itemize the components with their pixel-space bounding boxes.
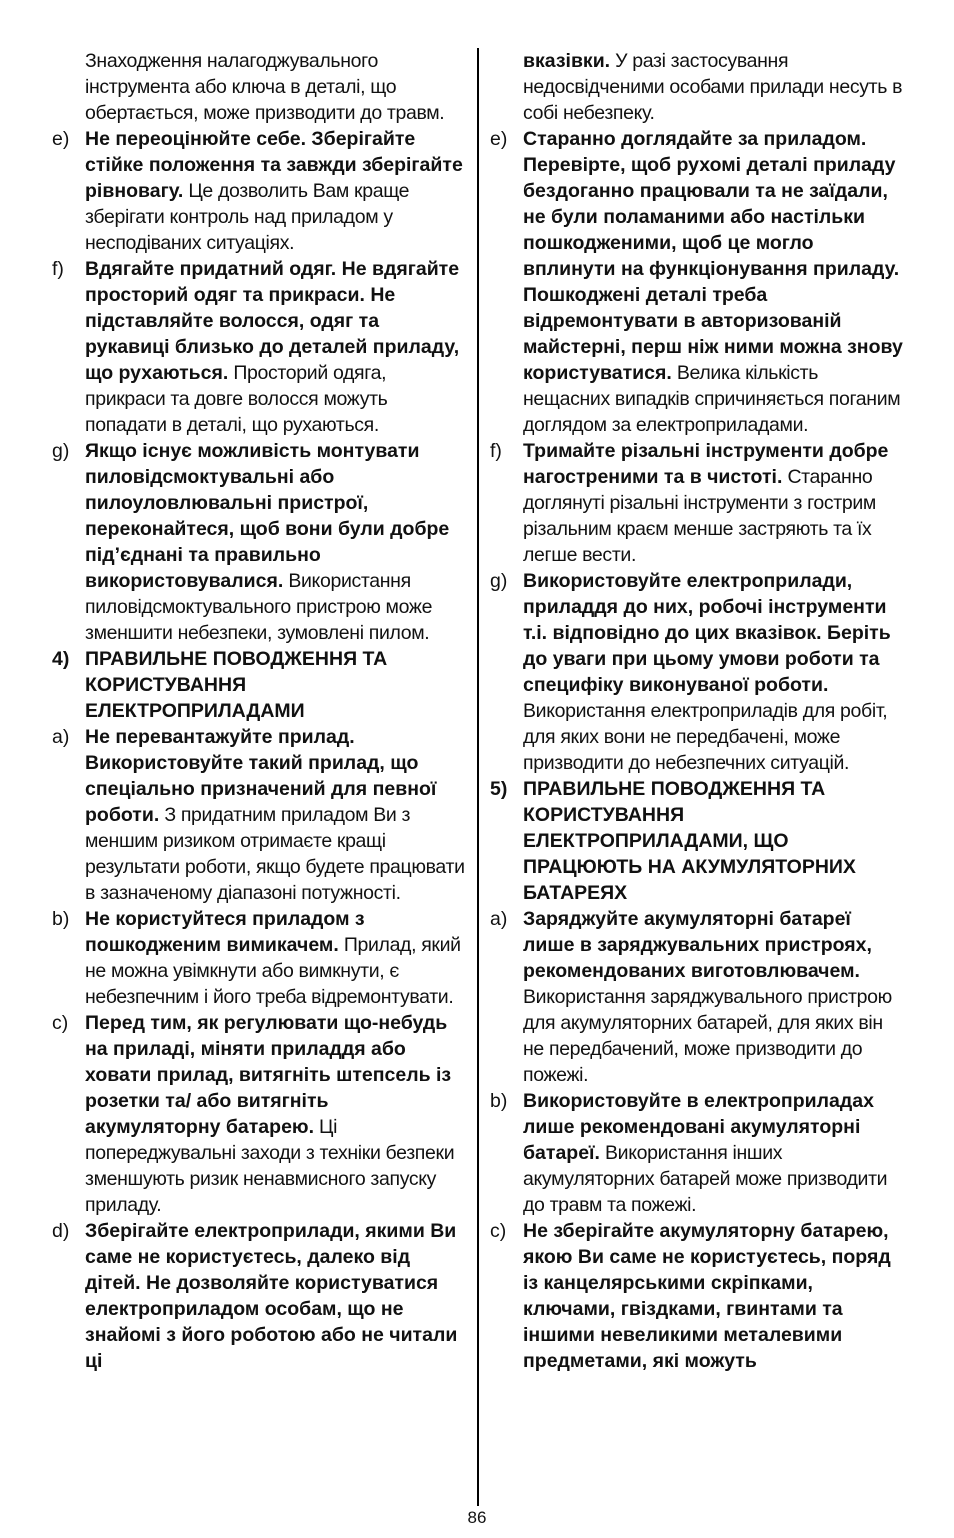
item-bold-text: Перед тим, як регулювати що-небудь на приладі, міняти приладдя або ховати прилад, витягніть штепсель із розетки та/ або витягніть акумуляторну батарею. xyxy=(85,1012,452,1138)
section-title: ПРАВИЛЬНЕ ПОВОДЖЕННЯ ТА КОРИСТУВАННЯ ЕЛЕКТРОПРИЛАДАМИ xyxy=(85,648,388,722)
item-label: c) xyxy=(490,1220,507,1242)
list-item xyxy=(52,1010,466,1218)
item-label: a) xyxy=(490,908,508,930)
item-bold-text: Тримайте різальні інструменти добре нагостреними та в чистоті. xyxy=(523,440,889,488)
list-item xyxy=(52,724,466,906)
left-column xyxy=(52,48,466,1374)
list-item xyxy=(490,906,904,1088)
continued-paragraph: Знаходження налагоджувального інструмента або ключа в деталі, що обертається, може призводити до травм. xyxy=(85,50,445,124)
item-text: Велика кількість нещасних випадків спричиняється поганим доглядом за електроприладами. xyxy=(523,362,901,436)
item-bold-text: Використовуйте електроприлади, приладдя до них, робочі інструменти т.і. відповідно до цих вказівок. Беріть до уваги при цьому умови роботи та специфіку виконуваної роботи. xyxy=(523,570,891,696)
item-bold-text: Не перевантажуйте прилад. Використовуйте такий прилад, що спеціально призначений для певної роботи. xyxy=(85,726,437,826)
item-bold-text: Старанно доглядайте за приладом. Перевірте, щоб рухомі деталі приладу бездоганно працювали та не заїдали, не були поламаними або настільки пошкодженими, щоб це могло вплинути на функціонування приладу. Пошкоджені деталі треба відремонтувати в авторизованій майстерні, перш ніж ними можна знову користуватися. xyxy=(523,128,903,384)
section-heading xyxy=(490,776,904,906)
item-bold-text: Зберігайте електроприлади, якими Ви саме не користуєтесь, далеко від дітей. Не дозволяйте користуватися електроприладом особам, що не знайомі з його роботою або не читали ці xyxy=(85,1220,458,1372)
item-label: c) xyxy=(52,1012,69,1034)
item-text: Використання пиловідсмоктувального пристрою може зменшити небезпеки, зумовлені пилом. xyxy=(85,570,433,644)
item-label: b) xyxy=(52,908,70,930)
item-bold-text: Не зберігайте акумуляторну батарею, якою Ви саме не користуєтесь, поряд із канцелярськими скріпками, ключами, гвіздками, гвинтами та іншими невеликими металевими предметами, які можуть xyxy=(523,1220,891,1372)
continued-bold-text: вказівки. xyxy=(523,50,611,72)
item-label: b) xyxy=(490,1090,508,1112)
item-label: g) xyxy=(52,440,70,462)
item-bold-text: Не переоцінюйте себе. Зберігайте стійке положення та завжди зберігайте рівновагу. xyxy=(85,128,463,202)
item-label: a) xyxy=(52,726,70,748)
item-label: f) xyxy=(52,258,64,280)
list-item xyxy=(52,1218,466,1374)
item-text: Ці попереджувальні заходи з техніки безпеки зменшують ризик ненавмисного запуску приладу. xyxy=(85,1116,455,1216)
column-divider xyxy=(477,48,479,1506)
item-label: f) xyxy=(490,440,502,462)
list-item xyxy=(52,256,466,438)
section-heading xyxy=(52,646,466,724)
item-text: Використання заряджувального пристрою для акумуляторних батарей, для яких він не передбачений, може призводити до пожежі. xyxy=(523,986,892,1086)
section-title: ПРАВИЛЬНЕ ПОВОДЖЕННЯ ТА КОРИСТУВАННЯ ЕЛЕКТРОПРИЛАДАМИ, ЩО ПРАЦЮЮТЬ НА АКУМУЛЯТОРНИХ БАТАРЕЯХ xyxy=(523,778,856,904)
list-item xyxy=(52,906,466,1010)
list-item xyxy=(490,126,904,438)
item-text: Просторий одяга, прикраси та довге волосся можуть попадати в деталі, що рухаються. xyxy=(85,362,388,436)
list-item xyxy=(490,438,904,568)
section-number: 4) xyxy=(52,648,70,670)
item-text: Використання електроприладів для робіт, для яких вони не передбачені, може призводити до небезпечних ситуацій. xyxy=(523,700,888,774)
item-text: Старанно доглянуті різальні інструменти з гострим різальним краєм менше застряють та їх легше вести. xyxy=(523,466,876,566)
item-bold-text: Не користуйтеся приладом з пошкодженим вимикачем. xyxy=(85,908,365,956)
item-bold-text: Заряджуйте акумуляторні батареї лише в заряджувальних пристроях, рекомендованих виготовлювачем. xyxy=(523,908,872,982)
list-item xyxy=(52,438,466,646)
item-bold-text: Використовуйте в електроприладах лише рекомендовані акумуляторні батареї. xyxy=(523,1090,874,1164)
continued-text: У разі застосування недосвідченими особами прилади несуть в собі небезпеку. xyxy=(523,50,903,124)
right-column xyxy=(490,48,904,1374)
item-bold-text: Вдягайте придатний одяг. Не вдягайте просторий одяг та прикраси. Не підставляйте волосся, одяг та рукавиці близько до деталей приладу, що рухаються. xyxy=(85,258,460,384)
list-item xyxy=(490,1218,904,1374)
item-text: Це дозволить Вам краще зберігати контроль над приладом у несподіваних ситуаціях. xyxy=(85,180,410,254)
item-text: Використання інших акумуляторних батарей може призводити до травм та пожежі. xyxy=(523,1142,888,1216)
item-text: Прилад, який не можна увімкнути або вимкнути, є небезпечним і його треба відремонтувати. xyxy=(85,934,461,1008)
list-item xyxy=(490,568,904,776)
list-item xyxy=(52,126,466,256)
list-item xyxy=(490,1088,904,1218)
page-number: 86 xyxy=(467,1508,487,1527)
section-number: 5) xyxy=(490,778,508,800)
item-label: d) xyxy=(52,1220,70,1242)
item-label: e) xyxy=(490,128,508,150)
item-label: g) xyxy=(490,570,508,592)
item-label: e) xyxy=(52,128,70,150)
item-text: З придатним приладом Ви з меншим ризиком отримаєте кращі результати роботи, якщо будете працювати в зазначеному діапазоні потужності. xyxy=(85,804,465,904)
item-bold-text: Якщо існує можливість монтувати пиловідсмоктувальні або пилоуловлювальні пристрої, переконайтеся, щоб вони були добре під’єднані та правильно використовувалися. xyxy=(85,440,450,592)
